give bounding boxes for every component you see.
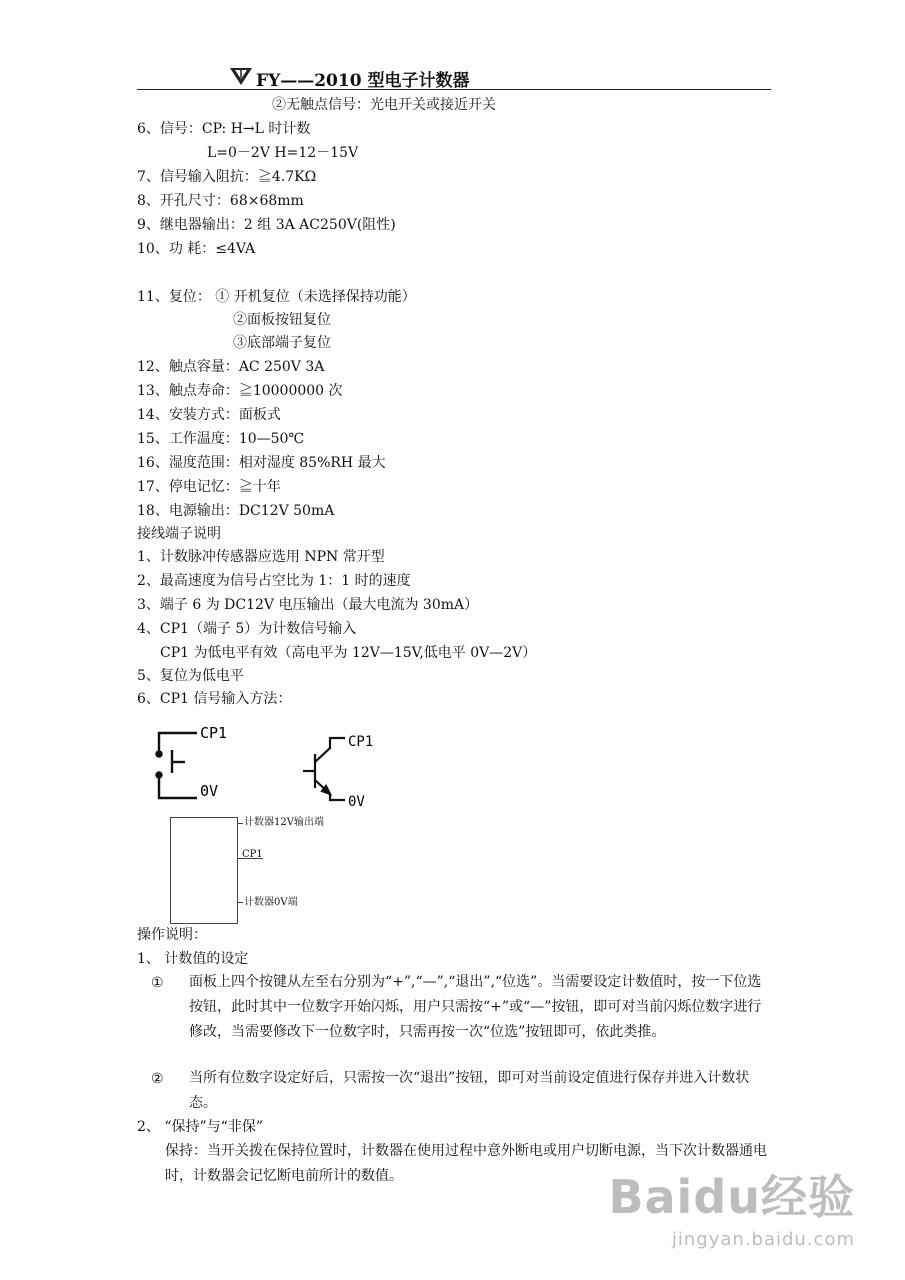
spec-line: CP1 为低电平有效（高电平为 12V—15V,低电平 0V—2V） xyxy=(160,645,537,661)
switch-cp1-label: CP1 xyxy=(200,724,228,742)
spec-line: 11、复位： ① 开机复位（未选择保持功能） xyxy=(137,289,416,305)
npn-transistor-icon xyxy=(303,738,345,800)
spec-line: 3、端子 6 为 DC12V 电压输出（最大电流为 30mA） xyxy=(137,597,479,613)
spec-line: 17、停电记忆：≧十年 xyxy=(137,479,281,495)
spec-line: 15、工作温度：10—50℃ xyxy=(137,431,305,447)
cp1-wiring-diagram xyxy=(145,718,405,818)
spec-line: 12、触点容量：AC 250V 3A xyxy=(137,359,325,375)
spec-line: 7、信号输入阻抗：≧4.7KΩ xyxy=(137,169,317,185)
switch-0v-label: 0V xyxy=(200,782,219,800)
spec-line: 14、安装方式：面板式 xyxy=(137,407,281,423)
spec-line: 8、开孔尺寸：68×68mm xyxy=(137,193,304,209)
list-item-title: 1、 计数值的设定 xyxy=(137,951,249,967)
spec-line: ②面板按钮复位 xyxy=(233,312,331,328)
spec-line: 1、计数脉冲传感器应选用 NPN 常开型 xyxy=(137,549,385,565)
spec-line: 10、功 耗：≤4VA xyxy=(137,241,256,257)
brand-logo-icon xyxy=(230,66,252,86)
terminal-label-0v: 计数器0V端 xyxy=(244,897,298,908)
list-item-marker: ② xyxy=(151,1071,164,1087)
list-item-text: 保持：当开关拨在保持位置时，计数器在使用过程中意外断电或用户切断电源，当下次计数器通电时，计数器会记忆断电前所计的数值。 xyxy=(165,1143,767,1184)
section-heading: 操作说明： xyxy=(137,927,207,943)
header-divider xyxy=(137,89,771,90)
terminal-label-12v: 计数器12V输出端 xyxy=(244,817,324,828)
section-heading: 接线端子说明 xyxy=(137,526,221,542)
list-item-marker: ① xyxy=(151,975,164,991)
watermark-url: jingyan.baidu.com xyxy=(671,1229,855,1250)
switch-diagram xyxy=(157,733,198,798)
watermark-brand: Baidu经验 xyxy=(608,1170,855,1224)
spec-line: 16、湿度范围：相对湿度 85%RH 最大 xyxy=(137,455,386,471)
spec-line: 2、最高速度为信号占空比为 1：1 时的速度 xyxy=(137,573,411,589)
list-item-text: 当所有位数字设定好后，只需按一次“退出”按钮，即可对当前设定值进行保存并进入计数状态。 xyxy=(189,1070,750,1111)
counter-block xyxy=(170,817,238,924)
list-item-title: 2、 “保持”与“非保” xyxy=(137,1119,263,1135)
spec-line: 4、CP1（端子 5）为计数信号输入 xyxy=(137,621,357,637)
spec-line: 6、CP1 信号输入方法： xyxy=(137,691,292,707)
page-title: FY——2010 型电子计数器 xyxy=(256,71,470,91)
terminal-line xyxy=(237,823,243,824)
spec-line: 13、触点寿命：≧10000000 次 xyxy=(137,383,343,399)
list-item-text: 面板上四个按键从左至右分别为“+”,“—”,“退出”,“位选”。当需要设定计数值时，按一下位选按钮，此时其中一位数字开始闪烁，用户只需按“+”或“—”按钮，即可对当前闪烁位数字进行修改，当需要修改下一位数字时，只需再按一次“位选”按钮即可，依此类推。 xyxy=(189,974,762,1040)
spec-line: L=0－2V H=12－15V xyxy=(207,145,359,161)
terminal-label-cp1: CP1 xyxy=(242,849,263,860)
spec-line: 5、复位为低电平 xyxy=(137,668,244,684)
spec-line: ②无触点信号：光电开关或接近开关 xyxy=(272,97,496,113)
spec-line: 9、继电器输出：2 组 3A AC250V(阻性) xyxy=(137,217,396,233)
baidu-jingyan-watermark xyxy=(608,1161,855,1250)
spec-line: 18、电源输出：DC12V 50mA xyxy=(137,503,335,519)
npn-0v-label: 0V xyxy=(348,794,365,810)
terminal-line xyxy=(237,902,243,903)
spec-line: ③底部端子复位 xyxy=(233,335,331,351)
npn-cp1-label: CP1 xyxy=(348,734,374,750)
spec-line: 6、信号：CP: H→L 时计数 xyxy=(137,121,311,137)
